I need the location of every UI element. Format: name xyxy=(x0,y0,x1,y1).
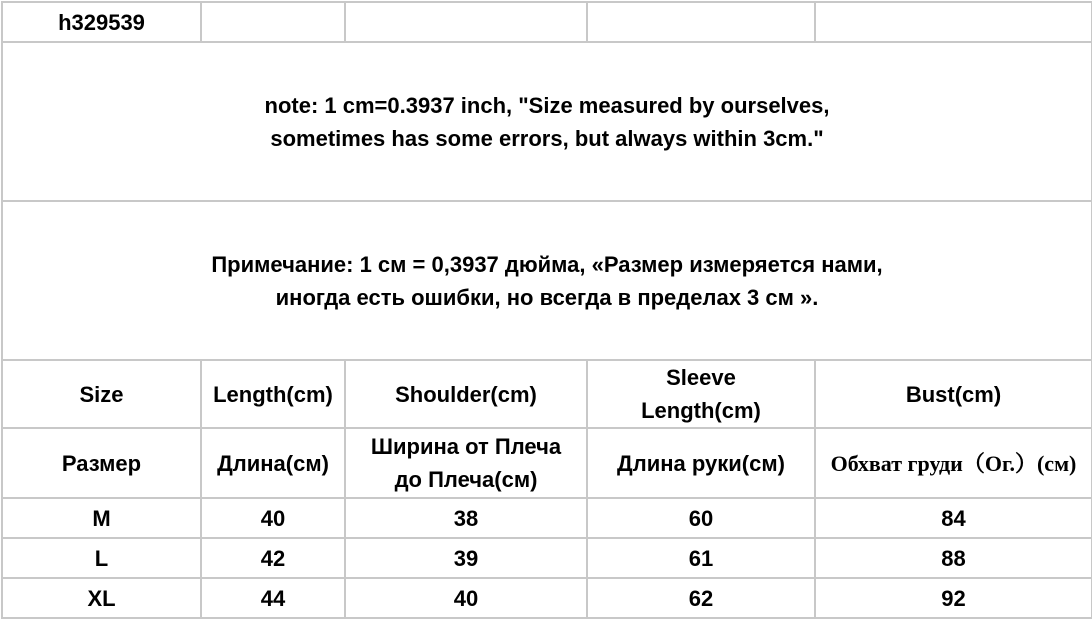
bust-cell: 88 xyxy=(815,538,1092,578)
russian-note-row xyxy=(2,201,1092,360)
english-note xyxy=(2,42,1092,201)
size-chart-table xyxy=(1,1,1092,619)
size-cell: XL xyxy=(2,578,201,618)
header-sleeve-ru: Длина руки(см) xyxy=(587,428,815,498)
header-length-en: Length(cm) xyxy=(201,360,345,428)
table-row xyxy=(2,498,1092,538)
length-cell: 40 xyxy=(201,498,345,538)
product-code: h329539 xyxy=(2,2,201,42)
header-row-russian xyxy=(2,428,1092,498)
russian-note-line-1: Примечание: 1 см = 0,3937 дюйма, «Размер измеряется нами, xyxy=(211,251,883,277)
table-row xyxy=(2,578,1092,618)
sleeve-cell: 61 xyxy=(587,538,815,578)
sleeve-cell: 62 xyxy=(587,578,815,618)
header-shoulder-en: Shoulder(cm) xyxy=(345,360,587,428)
empty-cell xyxy=(201,2,345,42)
header-row-english xyxy=(2,360,1092,428)
length-cell: 42 xyxy=(201,538,345,578)
empty-cell xyxy=(815,2,1092,42)
product-code-row xyxy=(2,2,1092,42)
header-bust-en: Bust(cm) xyxy=(815,360,1092,428)
empty-cell xyxy=(587,2,815,42)
size-cell: M xyxy=(2,498,201,538)
table-row xyxy=(2,538,1092,578)
shoulder-cell: 39 xyxy=(345,538,587,578)
shoulder-cell: 38 xyxy=(345,498,587,538)
header-sleeve-en xyxy=(587,360,815,428)
russian-note xyxy=(2,201,1092,360)
header-shoulder-ru-line-2: до Плеча(см) xyxy=(394,467,538,492)
header-size-ru: Размер xyxy=(2,428,201,498)
header-shoulder-ru-line-1: Ширина от Плеча xyxy=(370,434,562,459)
header-shoulder-ru xyxy=(345,428,587,498)
header-size-en: Size xyxy=(2,360,201,428)
length-cell: 44 xyxy=(201,578,345,618)
header-length-ru: Длина(см) xyxy=(201,428,345,498)
header-bust-ru: Обхват груди（Ог.）(см) xyxy=(815,428,1092,498)
english-note-row xyxy=(2,42,1092,201)
english-note-line-2: sometimes has some errors, but always within 3cm." xyxy=(270,125,824,151)
header-sleeve-en-line-1: Sleeve xyxy=(666,365,736,390)
bust-cell: 84 xyxy=(815,498,1092,538)
shoulder-cell: 40 xyxy=(345,578,587,618)
empty-cell xyxy=(345,2,587,42)
size-cell: L xyxy=(2,538,201,578)
sleeve-cell: 60 xyxy=(587,498,815,538)
header-sleeve-en-line-2: Length(cm) xyxy=(641,398,761,423)
russian-note-line-2: иногда есть ошибки, но всегда в пределах 3 см ». xyxy=(275,284,819,310)
bust-cell: 92 xyxy=(815,578,1092,618)
english-note-line-1: note: 1 cm=0.3937 inch, "Size measured by ourselves, xyxy=(264,92,830,118)
